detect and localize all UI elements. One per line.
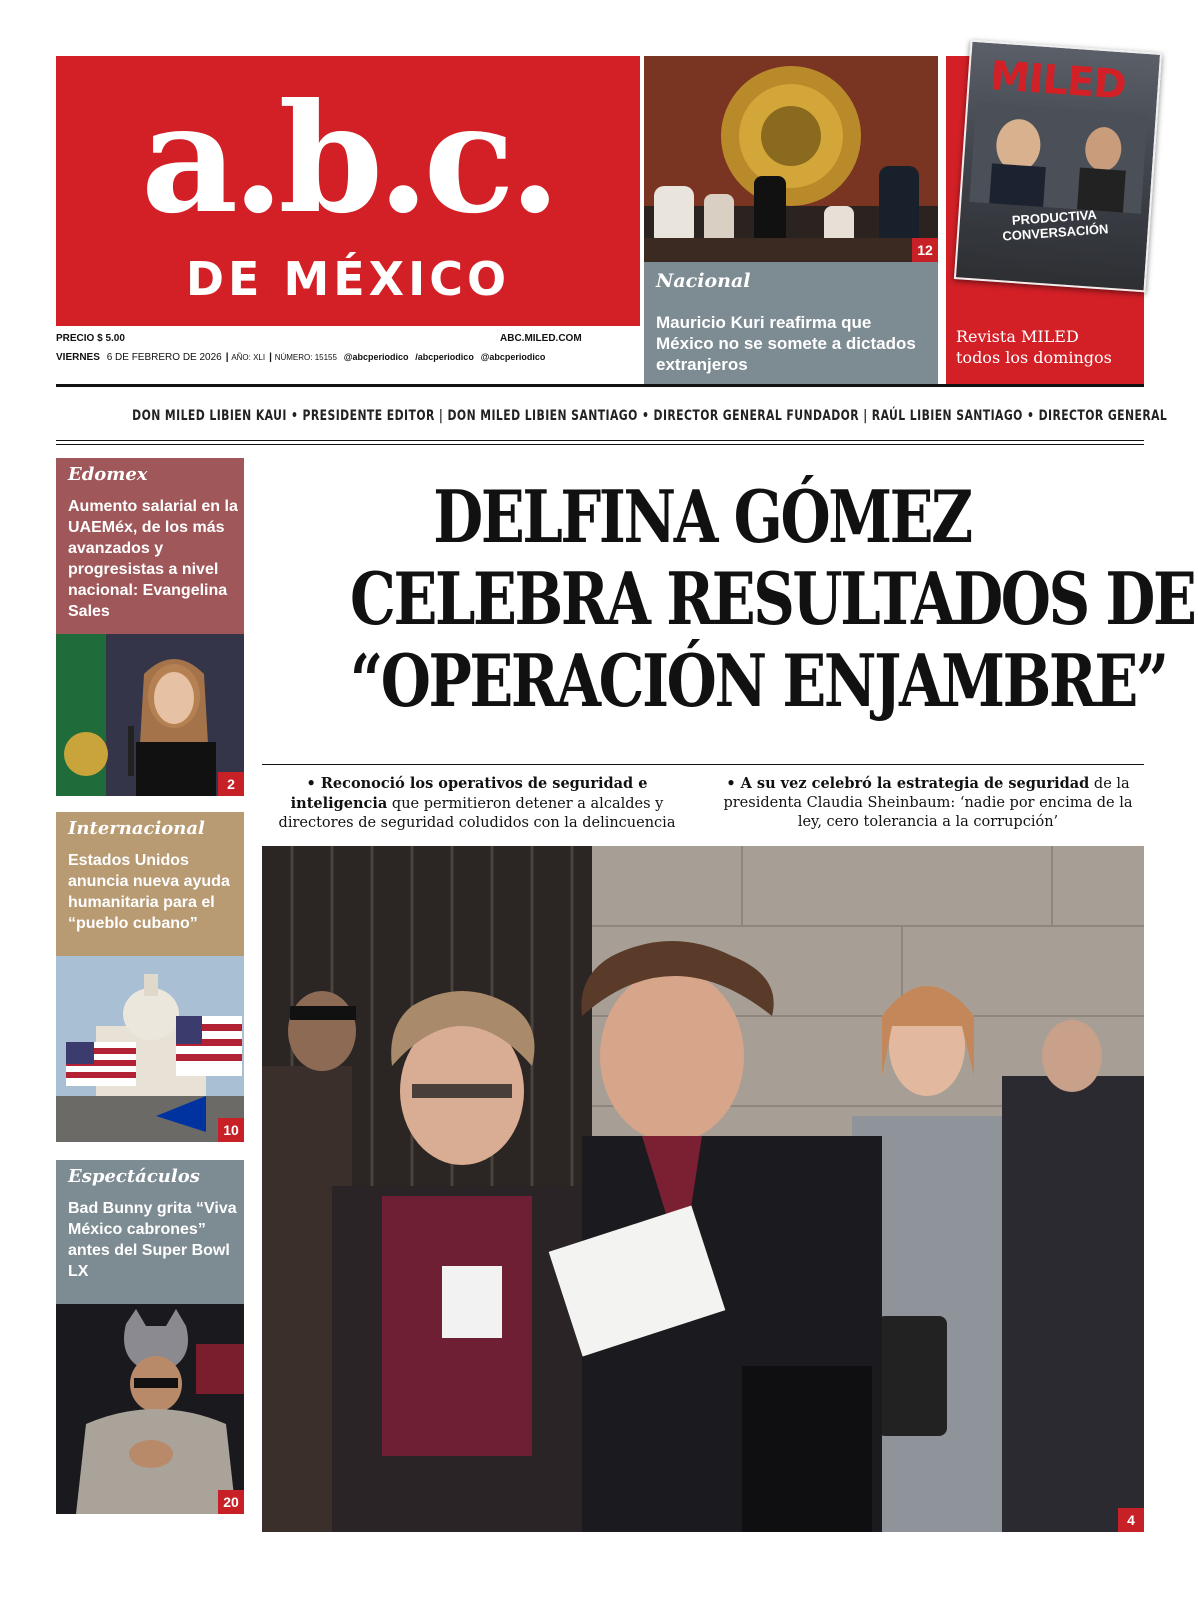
- magazine-promo-text: [956, 326, 1112, 368]
- cover-photo: [969, 102, 1148, 214]
- magazine-promo-line2: todos los domingos: [956, 348, 1112, 367]
- headline-line-1: DELFINA GÓMEZ: [433, 474, 971, 559]
- sidebar-espectaculos[interactable]: [56, 1160, 244, 1304]
- date: 6 DE FEBRERO DE 2026: [106, 352, 222, 363]
- main-headline[interactable]: [350, 474, 1195, 723]
- headline-line-2: CELEBRA RESULTADOS DE: [350, 556, 1195, 641]
- year: AÑO: XLI: [231, 353, 266, 362]
- social-twitter[interactable]: @abcperiodico: [343, 352, 409, 362]
- magazine-cover[interactable]: [954, 40, 1162, 293]
- sidebar-edomex[interactable]: [56, 458, 244, 634]
- sidebar-internacional-photo[interactable]: [56, 956, 244, 1142]
- sidebar-edomex-headline[interactable]: Aumento salarial en la UAEMéx, de los más avanzados y progresistas a nivel nacional: Evangelina Sales: [68, 498, 238, 620]
- masthead: [56, 56, 640, 326]
- main-photo-page-badge: 4: [1118, 1508, 1144, 1532]
- deck-right-lead: • A su vez celebró la estrategia de seguridad: [726, 775, 1090, 792]
- issue-number: NÚMERO: 15155: [274, 353, 337, 362]
- deck-right-body: de la presidenta Claudia Sheinbaum: ‘nadie por encima de la ley, cero tolerancia a la corrupción’: [723, 776, 1133, 830]
- magazine-title: MILED: [988, 53, 1128, 109]
- sidebar-espectaculos-photo[interactable]: [56, 1304, 244, 1514]
- nacional-headline[interactable]: Mauricio Kuri reafirma que México no se somete a dictados extranjeros: [656, 313, 916, 374]
- flag-icon: [66, 1042, 136, 1086]
- website-link[interactable]: ABC.MILED.COM: [500, 333, 582, 344]
- sidebar-espectaculos-kicker: Espectáculos: [68, 1166, 200, 1187]
- deck-rule: [262, 764, 1144, 765]
- social-instagram[interactable]: @abcperiodico: [480, 352, 546, 362]
- headline-line-3: “OPERACIÓN ENJAMBRE”: [350, 638, 1167, 723]
- artist-illustration: [56, 1304, 244, 1514]
- deck-left-lead: • Reconoció los operativos de seguridad e inteligencia: [290, 775, 648, 812]
- nacional-page-badge: 12: [912, 238, 938, 262]
- logo: a.b.c.: [140, 71, 556, 247]
- sidebar-internacional-page-badge: 10: [218, 1118, 244, 1142]
- credits-rule-1: [56, 440, 1144, 441]
- top-rule: [56, 384, 1144, 387]
- sidebar-internacional-kicker: Internacional: [68, 818, 205, 839]
- price: PRECIO $ 5.00: [56, 333, 125, 344]
- deck-left-body: que permitieron detener a alcaldes y directores de seguridad coludidos con la delincuencia: [278, 796, 676, 831]
- issue-info: VIERNES 6 DE FEBRERO DE 2026 | AÑO: XLI | NÚMERO: 15155 @abcperiodico /abcperiodico @abcperiodico: [56, 352, 546, 363]
- sidebar-edomex-kicker: Edomex: [68, 464, 148, 485]
- nacional-promo[interactable]: [644, 262, 938, 386]
- credits-rule-2: [56, 444, 1144, 445]
- sidebar-internacional[interactable]: [56, 812, 244, 956]
- sidebar-espectaculos-headline[interactable]: Bad Bunny grita “Viva México cabrones” antes del Super Bowl LX: [68, 1200, 237, 1280]
- sidebar-edomex-photo[interactable]: [56, 634, 244, 796]
- main-photo[interactable]: [262, 846, 1144, 1532]
- nacional-photo[interactable]: [644, 56, 938, 262]
- social-facebook[interactable]: /abcperiodico: [415, 352, 474, 362]
- sidebar-espectaculos-page-badge: 20: [218, 1490, 244, 1514]
- sidebar-internacional-headline[interactable]: Estados Unidos anuncia nueva ayuda humanitaria para el “pueblo cubano”: [68, 852, 230, 932]
- logo-subtitle: DE MÉXICO: [185, 252, 511, 306]
- capitol-flags-illustration: [56, 956, 244, 1142]
- deck-right: [712, 774, 1144, 832]
- sidebar-edomex-page-badge: 2: [218, 772, 244, 796]
- magazine-cover-text: PRODUCTIVA CONVERSACIÓN: [1001, 206, 1109, 244]
- day: VIERNES: [56, 352, 100, 363]
- magazine-promo-line1: Revista MILED: [956, 327, 1079, 346]
- editorial-credits: DON MILED LIBIEN KAUI • PRESIDENTE EDITOR | DON MILED LIBIEN SANTIAGO • DIRECTOR GENERAL FUNDADOR | RAÚL LIBIEN SANTIAGO • DIRECTOR GENERAL: [132, 408, 1168, 424]
- congress-illustration: [644, 56, 938, 262]
- nacional-kicker: Nacional: [656, 270, 751, 292]
- main-photo-illustration: [262, 846, 1144, 1532]
- deck-left: [262, 774, 692, 833]
- speaker-illustration: [56, 634, 244, 796]
